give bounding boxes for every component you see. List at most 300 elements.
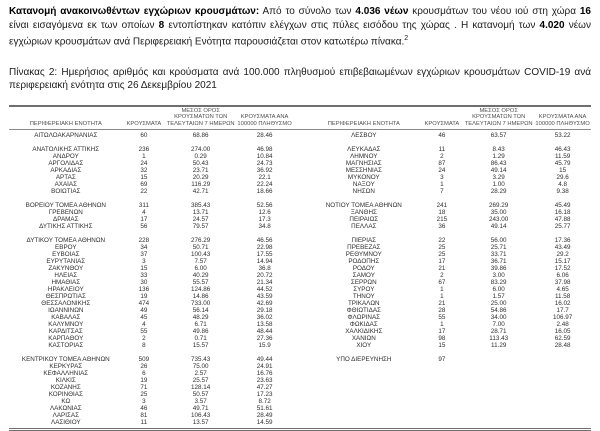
cases-cell: 71 [140,383,148,391]
avg7-cell: 50.57 [192,390,209,398]
header-cell: ΜΕΣΟΣ ΟΡΟΣ ΚΡΟΥΣΜΑΤΩΝ ΤΩΝ ΤΕΛΕΥΤΑΙΩΝ 7 ΗΜΕΡΩΝ [464,107,533,128]
region-cell: ΑΡΚΑΔΙΑΣ [50,166,82,174]
region-cell: ΚΟΡΙΝΘΙΑΣ [48,390,83,398]
avg7-cell: 79.57 [192,222,209,230]
avg7-cell: 243.00 [489,215,509,223]
avg7-cell: 3.57 [194,397,207,405]
avg7-cell: 385.43 [191,201,211,209]
cases-cell: 2 [440,271,444,279]
cases-cell: 87 [438,159,446,167]
table-spacer-row [9,230,293,237]
region-cell: ΚΕΦΑΛΛΗΝΙΑΣ [43,369,89,377]
per100k-cell: 43.49 [554,243,571,251]
avg7-cell: 68.86 [192,131,209,139]
avg7-cell: 3.29 [492,173,505,181]
cases-cell: 34 [140,243,148,251]
cases-cell: 32 [140,166,148,174]
region-cell: ΠΕΛΛΑΣ [351,222,377,230]
intro-footnote-ref: 2 [404,35,409,42]
region-cell: ΝΗΣΩΝ [352,187,375,195]
per100k-cell: 20.72 [256,271,273,279]
per100k-cell: 17.3 [258,215,271,223]
avg7-cell: 55.57 [192,278,209,286]
avg7-cell: 25.00 [490,299,507,307]
table-body-right [300,132,591,426]
region-cell: ΛΑΣΙΘΙΟΥ [51,418,81,426]
table-spacer-row [307,139,591,146]
table-row [9,419,293,426]
region-cell: ΦΘΙΩΤΙΔΑΣ [346,306,381,314]
per100k-cell: 23.63 [256,376,273,384]
cases-cell: 98 [438,334,446,342]
region-cell: ΗΡΑΚΛΕΙΟΥ [47,285,84,293]
table-row [9,174,293,181]
table-row [307,223,591,230]
per100k-cell: 53.22 [554,131,571,139]
intro-bold-text: 4.036 νέων [355,6,409,17]
cases-cell: 311 [138,201,149,209]
region-cell: ΑΝΑΤΟΛΙΚΗΣ ΑΤΤΙΚΗΣ [32,145,100,153]
cases-cell: 19 [140,376,148,384]
per100k-cell: 45.79 [554,159,571,167]
region-cell: ΚΙΛΚΙΣ [55,376,76,384]
cases-cell: 4 [142,208,146,216]
avg7-cell: 35.00 [490,208,507,216]
cases-cell: 7 [440,187,444,195]
region-cell: ΗΜΑΘΙΑΣ [51,278,81,286]
avg7-cell: 34.00 [490,313,507,321]
table-row [9,209,293,216]
per100k-cell: 25.77 [554,222,571,230]
region-cell: ΑΝΔΡΟΥ [52,152,79,160]
per100k-cell: 6.06 [556,271,569,279]
per100k-cell: 44.52 [256,285,273,293]
region-cell: ΣΥΡΟΥ [353,285,375,293]
header-cell: ΚΡΟΥΣΜΑΤΑ [126,121,162,128]
per100k-cell: 16.02 [554,299,571,307]
table-row [307,272,591,279]
cases-cell: 1 [440,180,444,188]
region-cell: ΛΕΥΚΑΔΑΣ [347,145,381,153]
per100k-cell: 36.02 [256,313,273,321]
avg7-cell: 13.71 [192,208,209,216]
cases-cell: 36 [438,222,446,230]
per100k-cell: 14.59 [256,418,273,426]
per100k-cell: 28.49 [256,411,273,419]
per100k-cell: 10.84 [256,152,273,160]
table-row [307,153,591,160]
avg7-cell: 75.00 [192,362,209,370]
avg7-cell: 6.71 [194,320,207,328]
cases-cell: 8 [142,341,146,349]
table-row [9,321,293,328]
avg7-cell: 6.00 [492,285,505,293]
region-cell: ΚΩ [61,397,71,405]
per100k-cell: 16.18 [554,208,571,216]
region-cell: ΚΑΒΑΛΑΣ [51,313,81,321]
region-cell: ΚΟΖΑΝΗΣ [50,383,81,391]
region-cell: ΚΑΡΠΑΘΟΥ [48,334,84,342]
region-cell: ΣΕΡΡΩΝ [350,278,377,286]
region-cell: ΦΩΚΙΔΑΣ [349,320,378,328]
table-spacer-row [307,349,591,356]
avg7-cell: 2.57 [194,369,207,377]
avg7-cell: 128.14 [191,383,211,391]
table-caption: Πίνακας 2: Ημερήσιος αριθμός και κρούσματα ανά 100.000 πληθυσμού επιβεβαιωμένων εγχώριων κρουσμάτων COVID-19 ανά περιφερειακή ενότητα στις 26 Δεκεμβρίου 2021 [9,66,591,91]
table-row [307,216,591,223]
region-cell: ΛΕΣΒΟΥ [351,131,377,139]
avg7-cell: 113.43 [489,334,509,342]
per100k-cell: 28.48 [554,341,571,349]
table-row [9,202,293,209]
avg7-cell: 0.71 [194,334,207,342]
per100k-cell: 34.8 [258,222,271,230]
table-row [307,307,591,314]
avg7-cell: 3.00 [492,271,505,279]
table-header-right [300,108,591,128]
intro-text: είναι εισαγόμενα εκ των οποίων [9,19,159,31]
table-row [307,328,591,335]
per100k-cell: 46.56 [256,236,273,244]
avg7-cell: 11.29 [491,341,507,349]
region-cell: ΧΙΟΥ [356,341,372,349]
per100k-cell: 17.55 [256,250,273,258]
table-row [307,244,591,251]
avg7-cell: 124.86 [191,285,211,293]
per100k-cell: 24.73 [256,159,273,167]
region-cell: ΝΟΤΙΟΥ ΤΟΜΕΑ ΑΘΗΝΩΝ [325,201,402,209]
per100k-cell: 43.59 [256,292,273,300]
table-row [9,384,293,391]
region-cell: ΚΕΡΚΥΡΑΣ [49,362,83,370]
table-spacer-row [9,139,293,146]
avg7-cell: 33.71 [490,250,507,258]
avg7-cell: 50.43 [192,159,209,167]
cases-cell: 19 [140,292,148,300]
avg7-cell: 28.29 [490,187,507,195]
table-row [307,293,591,300]
per100k-cell: 52.56 [256,201,273,209]
cases-cell: 46 [438,131,446,139]
region-cell: ΘΕΣΣΑΛΟΝΙΚΗΣ [41,299,91,307]
cases-cell: 21 [438,264,446,272]
table-row [307,167,591,174]
cases-cell: 21 [438,299,446,307]
region-cell: ΠΙΕΡΙΑΣ [351,236,377,244]
region-cell: ΠΡΕΒΕΖΑΣ [347,243,381,251]
region-cell: ΕΥΒΟΙΑΣ [52,250,80,258]
cases-cell: 60 [140,131,148,139]
table-row [9,335,293,342]
intro-text: νέων εγχώριων κρουσμάτων ανά Περιφερειακή Ενότητα παρουσιάζεται στον κατωτέρω πίνακα. [9,19,591,48]
cases-cell: 46 [140,404,148,412]
per100k-cell: 11.58 [554,292,571,300]
table-row [9,167,293,174]
region-cell: ΜΑΓΝΗΣΙΑΣ [345,159,382,167]
per100k-cell: 36.92 [256,166,273,174]
per100k-cell: 15.17 [554,257,571,265]
table-row [9,160,293,167]
avg7-cell: 39.86 [490,264,507,272]
cases-cell: 6 [142,369,146,377]
cases-cell: 25 [438,250,446,258]
cases-cell: 509 [138,355,150,363]
table-row [9,314,293,321]
cases-cell: 55 [438,313,446,321]
per100k-cell: 18.66 [256,187,273,195]
region-cell: ΥΠΟ ΔΙΕΡΕΥΝΗΣΗ [336,355,392,363]
table-row [9,328,293,335]
region-cell: ΤΗΝΟΥ [352,292,375,300]
table-row [307,356,591,363]
cases-cell: 1 [440,320,444,328]
cases-cell: 28 [438,306,446,314]
avg7-cell: 106.43 [191,411,211,419]
region-cell: ΝΑΞΟΥ [352,180,375,188]
region-cell: ΘΕΣΠΡΩΤΙΑΣ [45,292,86,300]
per100k-cell: 15.9 [258,341,271,349]
table-row [307,202,591,209]
cases-cell: 17 [140,215,148,223]
region-cell: ΚΑΛΥΜΝΟΥ [48,320,84,328]
avg7-cell: 274.00 [191,145,211,153]
per100k-cell: 12.6 [258,208,271,216]
region-cell: ΔΡΑΜΑΣ [53,215,79,223]
cases-cell: 11 [438,145,446,153]
cases-cell: 474 [138,299,150,307]
cases-cell: 241 [436,201,448,209]
region-cell: ΞΑΝΘΗΣ [350,208,377,216]
cases-cell: 17 [438,327,446,335]
table-row [9,265,293,272]
per100k-cell: 46.43 [554,145,571,153]
avg7-cell: 733.00 [191,299,211,307]
avg7-cell: 7.00 [492,320,505,328]
per100k-cell: 22.98 [256,243,273,251]
table-spacer-row [9,349,293,356]
per100k-cell: 29.18 [256,306,273,314]
per100k-cell: 9.38 [556,187,569,195]
cases-cell: 45 [140,313,148,321]
avg7-cell: 116.29 [191,180,211,188]
table-row [9,412,293,419]
table-row [9,146,293,153]
table-row [307,146,591,153]
region-cell: ΠΕΙΡΑΙΩΣ [349,215,379,223]
table-body [9,130,591,428]
avg7-cell: 49.14 [490,166,507,174]
table-row [9,286,293,293]
table-row [9,237,293,244]
cases-cell: 1 [440,285,444,293]
table-row [307,174,591,181]
avg7-cell: 23.71 [192,166,209,174]
cases-cell: 2 [142,334,146,342]
table-row [307,321,591,328]
avg7-cell: 56.00 [490,236,507,244]
per100k-cell: 14.94 [256,257,273,265]
table-row [9,405,293,412]
per100k-cell: 62.59 [554,334,571,342]
cases-cell: 33 [140,271,148,279]
table-row [9,398,293,405]
avg7-cell: 15.57 [192,341,209,349]
cases-cell: 69 [140,180,148,188]
per100k-cell: 47.88 [554,215,571,223]
per100k-cell: 51.61 [256,404,273,412]
cases-cell: 17 [438,257,446,265]
table-row [9,223,293,230]
per100k-cell: 2.48 [556,320,569,328]
per100k-cell: 13.58 [256,320,273,328]
table-row [9,188,293,195]
cases-cell: 15 [140,264,148,272]
table-row [307,265,591,272]
avg7-cell: 1.57 [492,292,505,300]
region-cell: ΜΥΚΟΝΟΥ [347,173,380,181]
table-row [9,363,293,370]
table-row [9,272,293,279]
per100k-cell: 4.65 [556,285,569,293]
avg7-cell: 1.00 [492,180,505,188]
table-spacer-row [307,195,591,202]
cases-cell: 215 [436,215,448,223]
table-row [307,237,591,244]
cases-cell: 15 [438,341,446,349]
per100k-cell: 106.97 [552,313,573,321]
table-row [307,342,591,349]
avg7-cell: 83.29 [490,278,507,286]
region-cell: ΑΡΤΑΣ [55,173,76,181]
table-row [9,258,293,265]
table-row [307,251,591,258]
covid-cases-table [9,105,591,431]
avg7-cell: 13.57 [192,418,209,426]
per100k-cell: 17.23 [256,390,273,398]
per100k-cell: 22.24 [256,180,273,188]
avg7-cell: 40.29 [192,271,209,279]
table-row [9,181,293,188]
region-cell: ΕΒΡΟΥ [55,243,77,251]
region-cell: ΑΡΓΟΛΙΔΑΣ [48,159,84,167]
table-row [307,209,591,216]
table-row [307,160,591,167]
table-body-left [9,132,300,426]
region-cell: ΡΟΔΟΠΗΣ [348,257,380,265]
avg7-cell: 49.14 [490,222,507,230]
region-cell: ΚΑΡΔΙΤΣΑΣ [48,327,83,335]
intro-bold-text: 16 [579,6,591,17]
region-cell: ΗΛΕΙΑΣ [54,271,78,279]
avg7-cell: 24.57 [192,215,209,223]
intro-bold-text: 8 [158,19,165,31]
cases-cell: 97 [438,355,446,363]
per100k-cell: 8.72 [258,397,271,405]
region-cell: ΧΑΝΙΩΝ [351,334,376,342]
cases-cell: 2 [440,152,444,160]
per100k-cell: 11.59 [554,152,571,160]
cases-cell: 25 [140,390,148,398]
avg7-cell: 36.71 [490,257,507,265]
header-cell: ΚΡΟΥΣΜΑΤΑ ΑΝΑ 100000 ΠΛΗΘΥΣΜΟ [237,114,292,128]
avg7-cell: 14.86 [192,292,209,300]
avg7-cell: 50.71 [192,243,209,251]
table-row [9,244,293,251]
table-spacer-row [307,230,591,237]
table-row [9,370,293,377]
avg7-cell: 25.71 [490,243,507,251]
per100k-cell: 27.36 [256,334,273,342]
header-cell: ΠΕΡΙΦΕΡΕΙΑΚΗ ΕΝΟΤΗΤΑ [29,121,102,128]
intro-paragraph [9,5,591,49]
avg7-cell: 100.43 [191,250,211,258]
per100k-cell: 17.7 [556,306,569,314]
avg7-cell: 42.71 [192,187,209,195]
table-row [9,377,293,384]
cases-cell: 3 [142,257,146,265]
cases-cell: 56 [140,222,148,230]
region-cell: ΒΟΡΕΙΟΥ ΤΟΜΕΑ ΑΘΗΝΩΝ [25,201,106,209]
region-cell: ΑΙΤΩΛΟΑΚΑΡΝΑΝΙΑΣ [34,131,98,139]
avg7-cell: 86.43 [490,159,507,167]
region-cell: ΑΧΑΪΑΣ [54,180,78,188]
region-cell: ΣΑΜΟΥ [352,271,375,279]
table-row [9,132,293,139]
cases-cell: 15 [140,173,148,181]
per100k-cell: 37.98 [554,278,571,286]
avg7-cell: 49.86 [192,327,209,335]
avg7-cell: 269.29 [489,201,509,209]
table-row [9,307,293,314]
avg7-cell: 48.29 [192,313,209,321]
avg7-cell: 1.29 [492,152,505,160]
cases-cell: 49 [140,306,148,314]
region-cell: ΙΩΑΝΝΙΝΩΝ [48,306,84,314]
cases-cell: 55 [140,327,148,335]
avg7-cell: 49.71 [192,404,209,412]
table-spacer-row [9,195,293,202]
per100k-cell: 48.44 [256,327,273,335]
per100k-cell: 15 [559,166,567,174]
table-row [9,342,293,349]
cases-cell: 18 [438,208,446,216]
avg7-cell: 276.29 [191,236,211,244]
region-cell: ΛΑΚΩΝΙΑΣ [49,404,82,412]
cases-cell: 26 [140,362,148,370]
table-row [9,279,293,286]
region-cell: ΕΥΡΥΤΑΝΙΑΣ [46,257,86,265]
per100k-cell: 16.05 [554,327,571,335]
avg7-cell: 25.57 [192,376,209,384]
cases-cell: 67 [438,278,446,286]
per100k-cell: 24.91 [256,362,273,370]
table-row [307,258,591,265]
table-row [9,356,293,363]
per100k-cell: 42.69 [256,299,273,307]
intro-text: Από το σύνολο των [259,6,356,17]
header-cell: ΠΕΡΙΦΕΡΕΙΑΚΗ ΕΝΟΤΗΤΑ [327,121,400,128]
per100k-cell: 36.8 [258,264,271,272]
table-header-left [9,108,300,128]
region-cell: ΦΛΩΡΙΝΑΣ [347,313,381,321]
cases-cell: 22 [140,187,148,195]
intro-text: κρουσμάτων του νέου ιού στη χώρα [408,6,580,17]
per100k-cell: 17.36 [554,236,571,244]
region-cell: ΚΑΣΤΟΡΙΑΣ [48,341,84,349]
region-cell: ΛΑΡΙΣΑΣ [52,411,79,419]
cases-cell: 22 [438,236,446,244]
region-cell: ΜΕΣΣΗΝΙΑΣ [345,166,382,174]
